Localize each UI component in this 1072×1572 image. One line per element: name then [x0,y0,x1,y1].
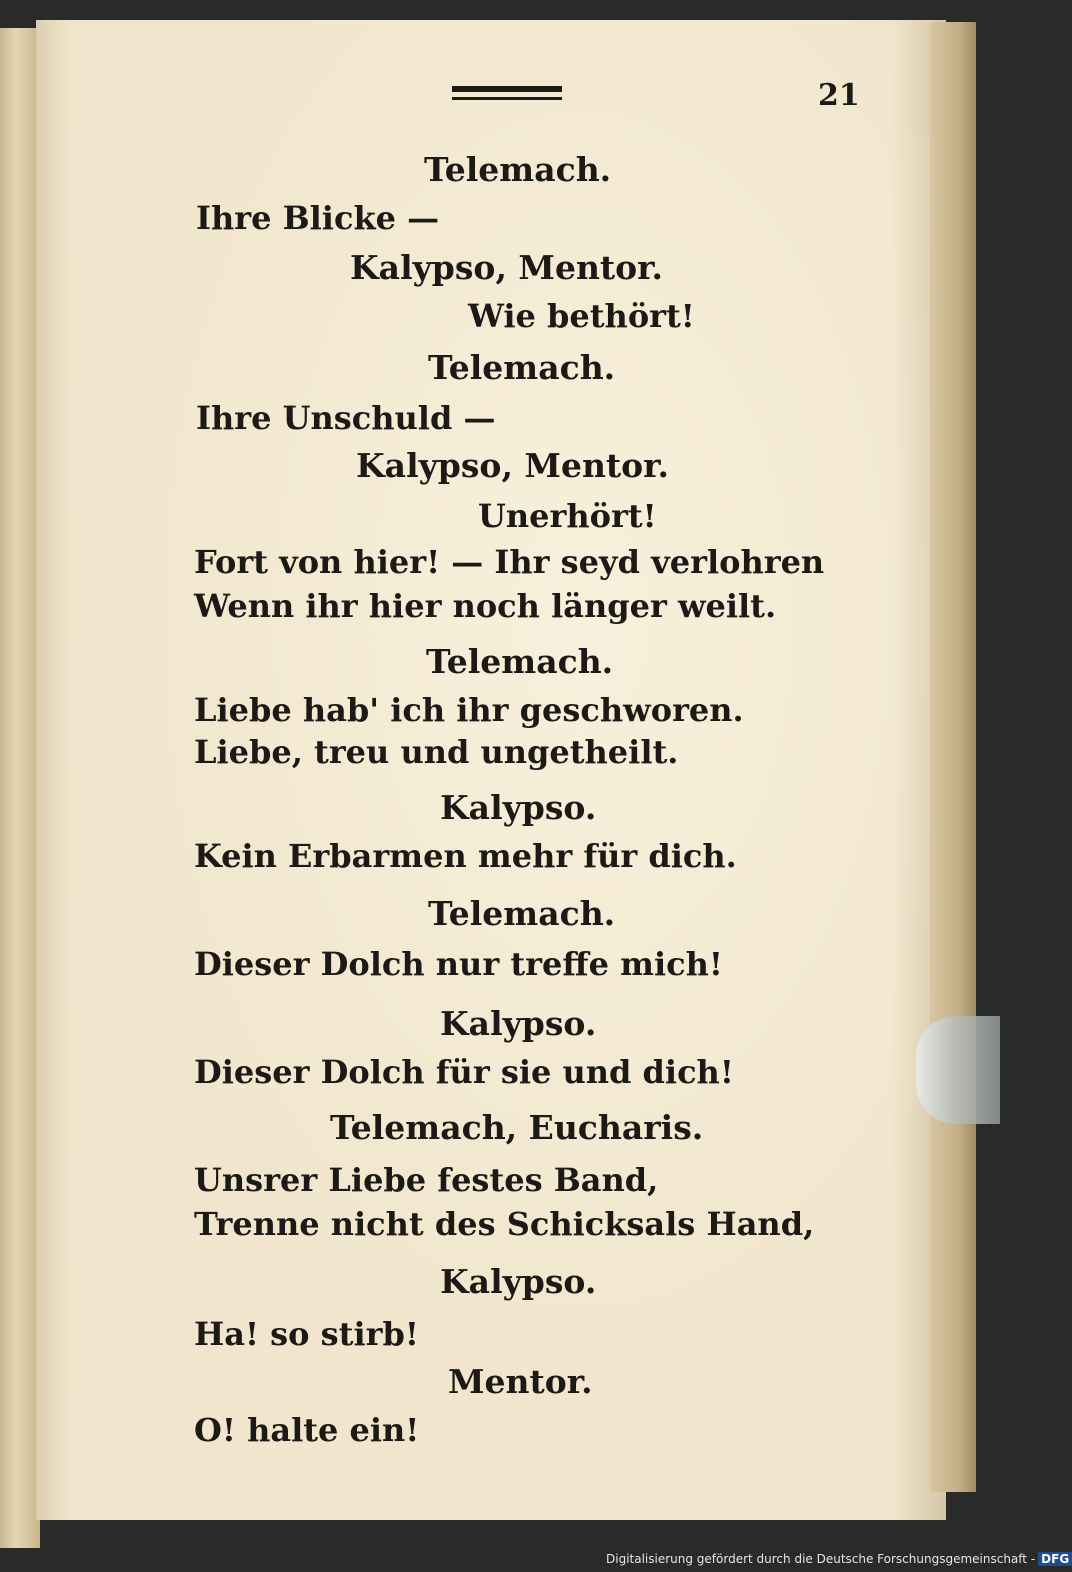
verse-line: Liebe, treu und ungetheilt. [194,733,679,771]
verse-line: O! halte ein! [194,1411,420,1449]
verse-line: Fort von hier! — Ihr seyd verlohren [194,543,825,581]
speaker-heading: Telemach. [426,642,614,681]
verse-line: Unsrer Liebe festes Band, [194,1161,659,1199]
verse-line: Wenn ihr hier noch länger weilt. [194,587,777,625]
speaker-heading: Mentor. [448,1362,593,1401]
page-block-edge [930,22,976,1492]
verse-line: Ihre Unschuld — [196,399,496,437]
speaker-heading: Kalypso. [440,1262,597,1301]
speaker-heading: Telemach. [424,150,612,189]
page-clip [916,1016,1000,1124]
verse-line: Wie bethört! [468,297,695,335]
digitization-credit [606,1552,1072,1566]
verse-line: Dieser Dolch nur treffe mich! [194,945,723,983]
header-rule-thick [452,86,562,92]
verse-line: Liebe hab' ich ihr geschworen. [194,691,744,729]
dfg-logo: DFG [1038,1552,1072,1566]
verse-line: Unerhört! [478,497,657,535]
page-number: 21 [818,78,860,113]
speaker-heading: Telemach. [428,894,616,933]
speaker-heading: Kalypso. [440,1004,597,1043]
speaker-heading: Telemach. [428,348,616,387]
speaker-heading: Kalypso, Mentor. [356,446,670,485]
speaker-heading: Telemach, Eucharis. [330,1108,704,1147]
speaker-heading: Kalypso, Mentor. [350,248,664,287]
credit-text: Digitalisierung gefördert durch die Deutsche Forschungsgemeinschaft - [606,1552,1036,1566]
verse-line: Trenne nicht des Schicksals Hand, [194,1205,815,1243]
speaker-heading: Kalypso. [440,788,597,827]
verse-line: Ihre Blicke — [196,199,440,237]
verse-line: Dieser Dolch für sie und dich! [194,1053,734,1091]
verse-line: Kein Erbarmen mehr für dich. [194,837,737,875]
verse-line: Ha! so stirb! [194,1315,419,1353]
header-rule-thin [452,97,562,100]
left-page-edge [0,28,40,1548]
